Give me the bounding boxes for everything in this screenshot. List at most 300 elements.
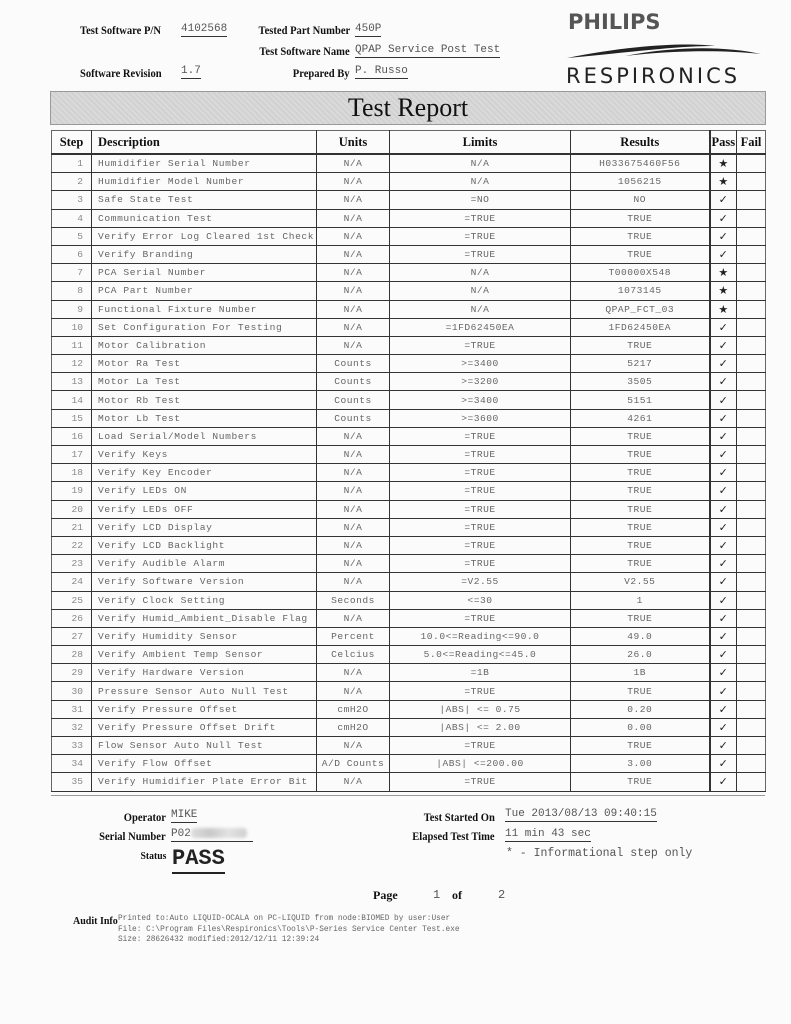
software-revision-label: Software Revision xyxy=(80,66,162,80)
result-cell: 4261 xyxy=(571,409,710,427)
step-cell: 15 xyxy=(52,409,92,427)
fail-cell xyxy=(737,209,766,227)
units-cell: N/A xyxy=(317,209,390,227)
software-revision-value: 1.7 xyxy=(181,65,201,77)
fail-cell xyxy=(737,154,766,173)
limits-cell: N/A xyxy=(390,264,571,282)
units-cell: N/A xyxy=(317,227,390,245)
column-header-step: Step xyxy=(52,131,92,155)
prepared-by-label: Prepared By xyxy=(293,66,350,80)
table-row xyxy=(52,627,766,645)
limits-cell: =TRUE xyxy=(390,336,571,354)
table-row xyxy=(52,300,766,318)
step-cell: 6 xyxy=(52,245,92,263)
fail-cell xyxy=(737,464,766,482)
description-cell: Pressure Sensor Auto Null Test xyxy=(92,682,317,700)
step-cell: 33 xyxy=(52,737,92,755)
units-cell: N/A xyxy=(317,682,390,700)
step-cell: 11 xyxy=(52,336,92,354)
limits-cell: =TRUE xyxy=(390,555,571,573)
fail-cell xyxy=(737,355,766,373)
units-cell: N/A xyxy=(317,245,390,263)
units-cell: N/A xyxy=(317,737,390,755)
limits-cell: =TRUE xyxy=(390,737,571,755)
limits-cell: =TRUE xyxy=(390,609,571,627)
limits-cell: |ABS| <= 2.00 xyxy=(390,718,571,736)
pass-check-icon: ✓ xyxy=(710,464,737,482)
table-row xyxy=(52,700,766,718)
page-of-label: of xyxy=(452,888,462,902)
pass-check-icon: ✓ xyxy=(710,446,737,464)
units-cell: N/A xyxy=(317,264,390,282)
step-cell: 29 xyxy=(52,664,92,682)
fail-cell xyxy=(737,755,766,773)
result-cell: 1056215 xyxy=(571,173,710,191)
fail-cell xyxy=(737,536,766,554)
limits-cell: =NO xyxy=(390,191,571,209)
pass-check-icon: ✓ xyxy=(710,391,737,409)
description-cell: Humidifier Serial Number xyxy=(92,154,317,173)
fail-cell xyxy=(737,518,766,536)
fail-cell xyxy=(737,336,766,354)
fail-cell xyxy=(737,173,766,191)
units-cell: Celcius xyxy=(317,646,390,664)
result-cell: 5217 xyxy=(571,355,710,373)
fail-cell xyxy=(737,245,766,263)
fail-cell xyxy=(737,646,766,664)
description-cell: Verify Key Encoder xyxy=(92,464,317,482)
description-cell: Verify Humidifier Plate Error Bit xyxy=(92,773,317,791)
units-cell: N/A xyxy=(317,336,390,354)
audit-info-text xyxy=(118,914,460,946)
description-cell: Verify LEDs ON xyxy=(92,482,317,500)
description-cell: Humidifier Model Number xyxy=(92,173,317,191)
units-cell: N/A xyxy=(317,555,390,573)
fail-cell xyxy=(737,591,766,609)
result-cell: 1FD62450EA xyxy=(571,318,710,336)
step-cell: 3 xyxy=(52,191,92,209)
table-row xyxy=(52,646,766,664)
pass-check-icon: ✓ xyxy=(710,555,737,573)
units-cell: Counts xyxy=(317,391,390,409)
pass-check-icon: ✓ xyxy=(710,518,737,536)
column-header-fail: Fail xyxy=(737,131,766,155)
fail-cell xyxy=(737,555,766,573)
step-cell: 5 xyxy=(52,227,92,245)
description-cell: Verify Flow Offset xyxy=(92,755,317,773)
result-cell: 49.0 xyxy=(571,627,710,645)
table-row xyxy=(52,409,766,427)
result-cell: H033675460F56 xyxy=(571,154,710,173)
description-cell: Set Configuration For Testing xyxy=(92,318,317,336)
description-cell: Verify Error Log Cleared 1st Check xyxy=(92,227,317,245)
units-cell: Seconds xyxy=(317,591,390,609)
informational-star-icon: ★ xyxy=(710,264,737,282)
audit-info-label: Audit Info xyxy=(73,916,118,927)
step-cell: 16 xyxy=(52,427,92,445)
description-cell: Motor La Test xyxy=(92,373,317,391)
fail-cell xyxy=(737,573,766,591)
pass-check-icon: ✓ xyxy=(710,227,737,245)
pass-check-icon: ✓ xyxy=(710,737,737,755)
table-row xyxy=(52,536,766,554)
step-cell: 9 xyxy=(52,300,92,318)
result-cell: TRUE xyxy=(571,682,710,700)
table-row xyxy=(52,355,766,373)
table-row xyxy=(52,173,766,191)
units-cell: cmH2O xyxy=(317,700,390,718)
description-cell: Motor Calibration xyxy=(92,336,317,354)
operator-label: Operator xyxy=(123,810,166,824)
description-cell: Verify Keys xyxy=(92,446,317,464)
pass-check-icon: ✓ xyxy=(710,573,737,591)
step-cell: 32 xyxy=(52,718,92,736)
description-cell: Verify Audible Alarm xyxy=(92,555,317,573)
table-row xyxy=(52,664,766,682)
limits-cell: =TRUE xyxy=(390,482,571,500)
step-cell: 12 xyxy=(52,355,92,373)
audit-line: Printed to:Auto LIQUID-OCALA on PC-LIQUID from node:BIOMED by user:User xyxy=(118,915,451,923)
limits-cell: >=3200 xyxy=(390,373,571,391)
result-cell: TRUE xyxy=(571,500,710,518)
limits-cell: 5.0<=Reading<=45.0 xyxy=(390,646,571,664)
pass-check-icon: ✓ xyxy=(710,755,737,773)
table-row xyxy=(52,427,766,445)
step-cell: 24 xyxy=(52,573,92,591)
pass-check-icon: ✓ xyxy=(710,682,737,700)
units-cell: N/A xyxy=(317,427,390,445)
step-cell: 28 xyxy=(52,646,92,664)
limits-cell: =TRUE xyxy=(390,500,571,518)
limits-cell: >=3400 xyxy=(390,391,571,409)
limits-cell: >=3600 xyxy=(390,409,571,427)
result-cell: 0.00 xyxy=(571,718,710,736)
units-cell: N/A xyxy=(317,282,390,300)
serial-number-value xyxy=(171,828,253,842)
swoosh-logo-icon xyxy=(565,40,765,62)
description-cell: Verify Clock Setting xyxy=(92,591,317,609)
pass-check-icon: ✓ xyxy=(710,318,737,336)
step-cell: 27 xyxy=(52,627,92,645)
result-cell: V2.55 xyxy=(571,573,710,591)
limits-cell: N/A xyxy=(390,173,571,191)
pass-check-icon: ✓ xyxy=(710,245,737,263)
pass-check-icon: ✓ xyxy=(710,664,737,682)
result-cell: TRUE xyxy=(571,464,710,482)
test-started-value: Tue 2013/08/13 09:40:15 xyxy=(505,808,657,820)
serial-number-label: Serial Number xyxy=(99,829,166,843)
table-bottom-divider xyxy=(51,795,765,796)
units-cell: N/A xyxy=(317,191,390,209)
table-row xyxy=(52,227,766,245)
fail-cell xyxy=(737,737,766,755)
result-cell: 3505 xyxy=(571,373,710,391)
description-cell: Verify Humid_Ambient_Disable Flag xyxy=(92,609,317,627)
pass-check-icon: ✓ xyxy=(710,500,737,518)
step-cell: 17 xyxy=(52,446,92,464)
description-cell: Verify Pressure Offset xyxy=(92,700,317,718)
limits-cell: =TRUE xyxy=(390,682,571,700)
description-cell: Motor Ra Test xyxy=(92,355,317,373)
units-cell: N/A xyxy=(317,609,390,627)
step-cell: 34 xyxy=(52,755,92,773)
description-cell: PCA Serial Number xyxy=(92,264,317,282)
result-cell: TRUE xyxy=(571,773,710,791)
elapsed-time-value: 11 min 43 sec xyxy=(505,828,591,840)
step-cell: 18 xyxy=(52,464,92,482)
pass-check-icon: ✓ xyxy=(710,646,737,664)
step-cell: 13 xyxy=(52,373,92,391)
test-software-pn-value: 4102568 xyxy=(181,23,228,35)
description-cell: Flow Sensor Auto Null Test xyxy=(92,737,317,755)
table-header-row xyxy=(52,131,766,155)
description-cell: Motor Rb Test xyxy=(92,391,317,409)
test-software-name-label: Test Software Name xyxy=(259,44,350,58)
limits-cell: =1B xyxy=(390,664,571,682)
limits-cell: =TRUE xyxy=(390,446,571,464)
pass-check-icon: ✓ xyxy=(710,609,737,627)
fail-cell xyxy=(737,227,766,245)
units-cell: N/A xyxy=(317,464,390,482)
description-cell: Verify LEDs OFF xyxy=(92,500,317,518)
description-cell: Verify Ambient Temp Sensor xyxy=(92,646,317,664)
units-cell: Percent xyxy=(317,627,390,645)
fail-cell xyxy=(737,191,766,209)
description-cell: Communication Test xyxy=(92,209,317,227)
result-cell: TRUE xyxy=(571,446,710,464)
table-row xyxy=(52,446,766,464)
step-cell: 2 xyxy=(52,173,92,191)
table-row xyxy=(52,500,766,518)
page-total: 2 xyxy=(498,888,506,902)
units-cell: N/A xyxy=(317,154,390,173)
units-cell: Counts xyxy=(317,373,390,391)
units-cell: A/D Counts xyxy=(317,755,390,773)
pass-check-icon: ✓ xyxy=(710,536,737,554)
fail-cell xyxy=(737,682,766,700)
limits-cell: N/A xyxy=(390,282,571,300)
table-row xyxy=(52,737,766,755)
table-row xyxy=(52,154,766,173)
test-started-label: Test Started On xyxy=(423,810,495,824)
serial-number-visible: P02 xyxy=(171,828,191,840)
step-cell: 30 xyxy=(52,682,92,700)
table-row xyxy=(52,518,766,536)
tested-part-number-label: Tested Part Number xyxy=(258,23,350,37)
pass-check-icon: ✓ xyxy=(710,191,737,209)
limits-cell: =TRUE xyxy=(390,464,571,482)
result-cell: 1073145 xyxy=(571,282,710,300)
step-cell: 8 xyxy=(52,282,92,300)
informational-note: * - Informational step only xyxy=(506,847,693,860)
limits-cell: =TRUE xyxy=(390,518,571,536)
pass-check-icon: ✓ xyxy=(710,209,737,227)
page-current: 1 xyxy=(433,888,441,902)
informational-star-icon: ★ xyxy=(710,154,737,173)
units-cell: N/A xyxy=(317,773,390,791)
units-cell: N/A xyxy=(317,482,390,500)
page-label: Page xyxy=(373,888,398,902)
fail-cell xyxy=(737,627,766,645)
step-cell: 20 xyxy=(52,500,92,518)
table-row xyxy=(52,755,766,773)
description-cell: Verify Humidity Sensor xyxy=(92,627,317,645)
limits-cell: <=30 xyxy=(390,591,571,609)
result-cell: TRUE xyxy=(571,737,710,755)
column-header-limits: Limits xyxy=(390,131,571,155)
fail-cell xyxy=(737,609,766,627)
units-cell: N/A xyxy=(317,173,390,191)
fail-cell xyxy=(737,700,766,718)
pass-check-icon: ✓ xyxy=(710,700,737,718)
pass-check-icon: ✓ xyxy=(710,718,737,736)
step-cell: 4 xyxy=(52,209,92,227)
pass-check-icon: ✓ xyxy=(710,373,737,391)
result-cell: 3.00 xyxy=(571,755,710,773)
table-row xyxy=(52,318,766,336)
column-header-description: Description xyxy=(92,131,317,155)
limits-cell: =TRUE xyxy=(390,245,571,263)
units-cell: N/A xyxy=(317,573,390,591)
pass-check-icon: ✓ xyxy=(710,482,737,500)
step-cell: 31 xyxy=(52,700,92,718)
limits-cell: =TRUE xyxy=(390,536,571,554)
units-cell: N/A xyxy=(317,536,390,554)
units-cell: N/A xyxy=(317,446,390,464)
fail-cell xyxy=(737,500,766,518)
limits-cell: =TRUE xyxy=(390,209,571,227)
redacted-blur xyxy=(191,828,247,838)
result-cell: 1 xyxy=(571,591,710,609)
fail-cell xyxy=(737,409,766,427)
result-cell: NO xyxy=(571,191,710,209)
result-cell: TRUE xyxy=(571,336,710,354)
tested-part-number-value: 450P xyxy=(355,23,382,35)
limits-cell: =1FD62450EA xyxy=(390,318,571,336)
status-badge: PASS xyxy=(172,846,225,874)
table-row xyxy=(52,209,766,227)
description-cell: Functional Fixture Number xyxy=(92,300,317,318)
pass-check-icon: ✓ xyxy=(710,627,737,645)
test-results-table xyxy=(51,130,766,792)
test-software-name-value: QPAP Service Post Test xyxy=(355,44,501,56)
table-row xyxy=(52,682,766,700)
fail-cell xyxy=(737,718,766,736)
informational-star-icon: ★ xyxy=(710,300,737,318)
result-cell: QPAP_FCT_03 xyxy=(571,300,710,318)
step-cell: 14 xyxy=(52,391,92,409)
fail-cell xyxy=(737,482,766,500)
status-label: Status xyxy=(140,850,166,862)
table-row xyxy=(52,245,766,263)
table-row xyxy=(52,718,766,736)
limits-cell: |ABS| <=200.00 xyxy=(390,755,571,773)
result-cell: 1B xyxy=(571,664,710,682)
table-row xyxy=(52,191,766,209)
column-header-pass: Pass xyxy=(710,131,737,155)
description-cell: Verify Pressure Offset Drift xyxy=(92,718,317,736)
informational-star-icon: ★ xyxy=(710,282,737,300)
fail-cell xyxy=(737,282,766,300)
result-cell: 26.0 xyxy=(571,646,710,664)
description-cell: Verify Software Version xyxy=(92,573,317,591)
units-cell: Counts xyxy=(317,409,390,427)
step-cell: 35 xyxy=(52,773,92,791)
description-cell: Verify Branding xyxy=(92,245,317,263)
description-cell: Verify Hardware Version xyxy=(92,664,317,682)
table-row xyxy=(52,391,766,409)
result-cell: 5151 xyxy=(571,391,710,409)
limits-cell: |ABS| <= 0.75 xyxy=(390,700,571,718)
elapsed-time-label: Elapsed Test Time xyxy=(412,829,495,843)
pass-check-icon: ✓ xyxy=(710,336,737,354)
limits-cell: >=3400 xyxy=(390,355,571,373)
units-cell: N/A xyxy=(317,500,390,518)
limits-cell: 10.0<=Reading<=90.0 xyxy=(390,627,571,645)
fail-cell xyxy=(737,373,766,391)
informational-star-icon: ★ xyxy=(710,173,737,191)
fail-cell xyxy=(737,391,766,409)
step-cell: 23 xyxy=(52,555,92,573)
table-row xyxy=(52,336,766,354)
result-cell: TRUE xyxy=(571,609,710,627)
table-row xyxy=(52,773,766,791)
fail-cell xyxy=(737,300,766,318)
description-cell: Safe State Test xyxy=(92,191,317,209)
step-cell: 10 xyxy=(52,318,92,336)
limits-cell: N/A xyxy=(390,154,571,173)
philips-logo: PHILIPS xyxy=(568,10,661,34)
units-cell: N/A xyxy=(317,300,390,318)
step-cell: 7 xyxy=(52,264,92,282)
fail-cell xyxy=(737,427,766,445)
fail-cell xyxy=(737,446,766,464)
table-row xyxy=(52,555,766,573)
table-row xyxy=(52,264,766,282)
page-title: Test Report xyxy=(347,93,469,122)
test-software-pn-label: Test Software P/N xyxy=(80,23,161,37)
table-row xyxy=(52,573,766,591)
description-cell: Verify LCD Display xyxy=(92,518,317,536)
step-cell: 26 xyxy=(52,609,92,627)
column-header-results: Results xyxy=(571,131,710,155)
result-cell: T00000X548 xyxy=(571,264,710,282)
result-cell: TRUE xyxy=(571,227,710,245)
step-cell: 25 xyxy=(52,591,92,609)
pass-check-icon: ✓ xyxy=(710,773,737,791)
table-row xyxy=(52,464,766,482)
table-row xyxy=(52,591,766,609)
description-cell: Motor Lb Test xyxy=(92,409,317,427)
table-row xyxy=(52,373,766,391)
audit-line: Size: 28626432 modified:2012/12/11 12:39:24 xyxy=(118,936,320,944)
limits-cell: =V2.55 xyxy=(390,573,571,591)
step-cell: 22 xyxy=(52,536,92,554)
fail-cell xyxy=(737,264,766,282)
pass-check-icon: ✓ xyxy=(710,427,737,445)
step-cell: 19 xyxy=(52,482,92,500)
operator-value: MIKE xyxy=(171,809,198,821)
result-cell: TRUE xyxy=(571,555,710,573)
limits-cell: =TRUE xyxy=(390,227,571,245)
fail-cell xyxy=(737,664,766,682)
result-cell: TRUE xyxy=(571,245,710,263)
result-cell: TRUE xyxy=(571,482,710,500)
report-title-bar xyxy=(50,91,766,125)
column-header-units: Units xyxy=(317,131,390,155)
result-cell: TRUE xyxy=(571,518,710,536)
fail-cell xyxy=(737,318,766,336)
